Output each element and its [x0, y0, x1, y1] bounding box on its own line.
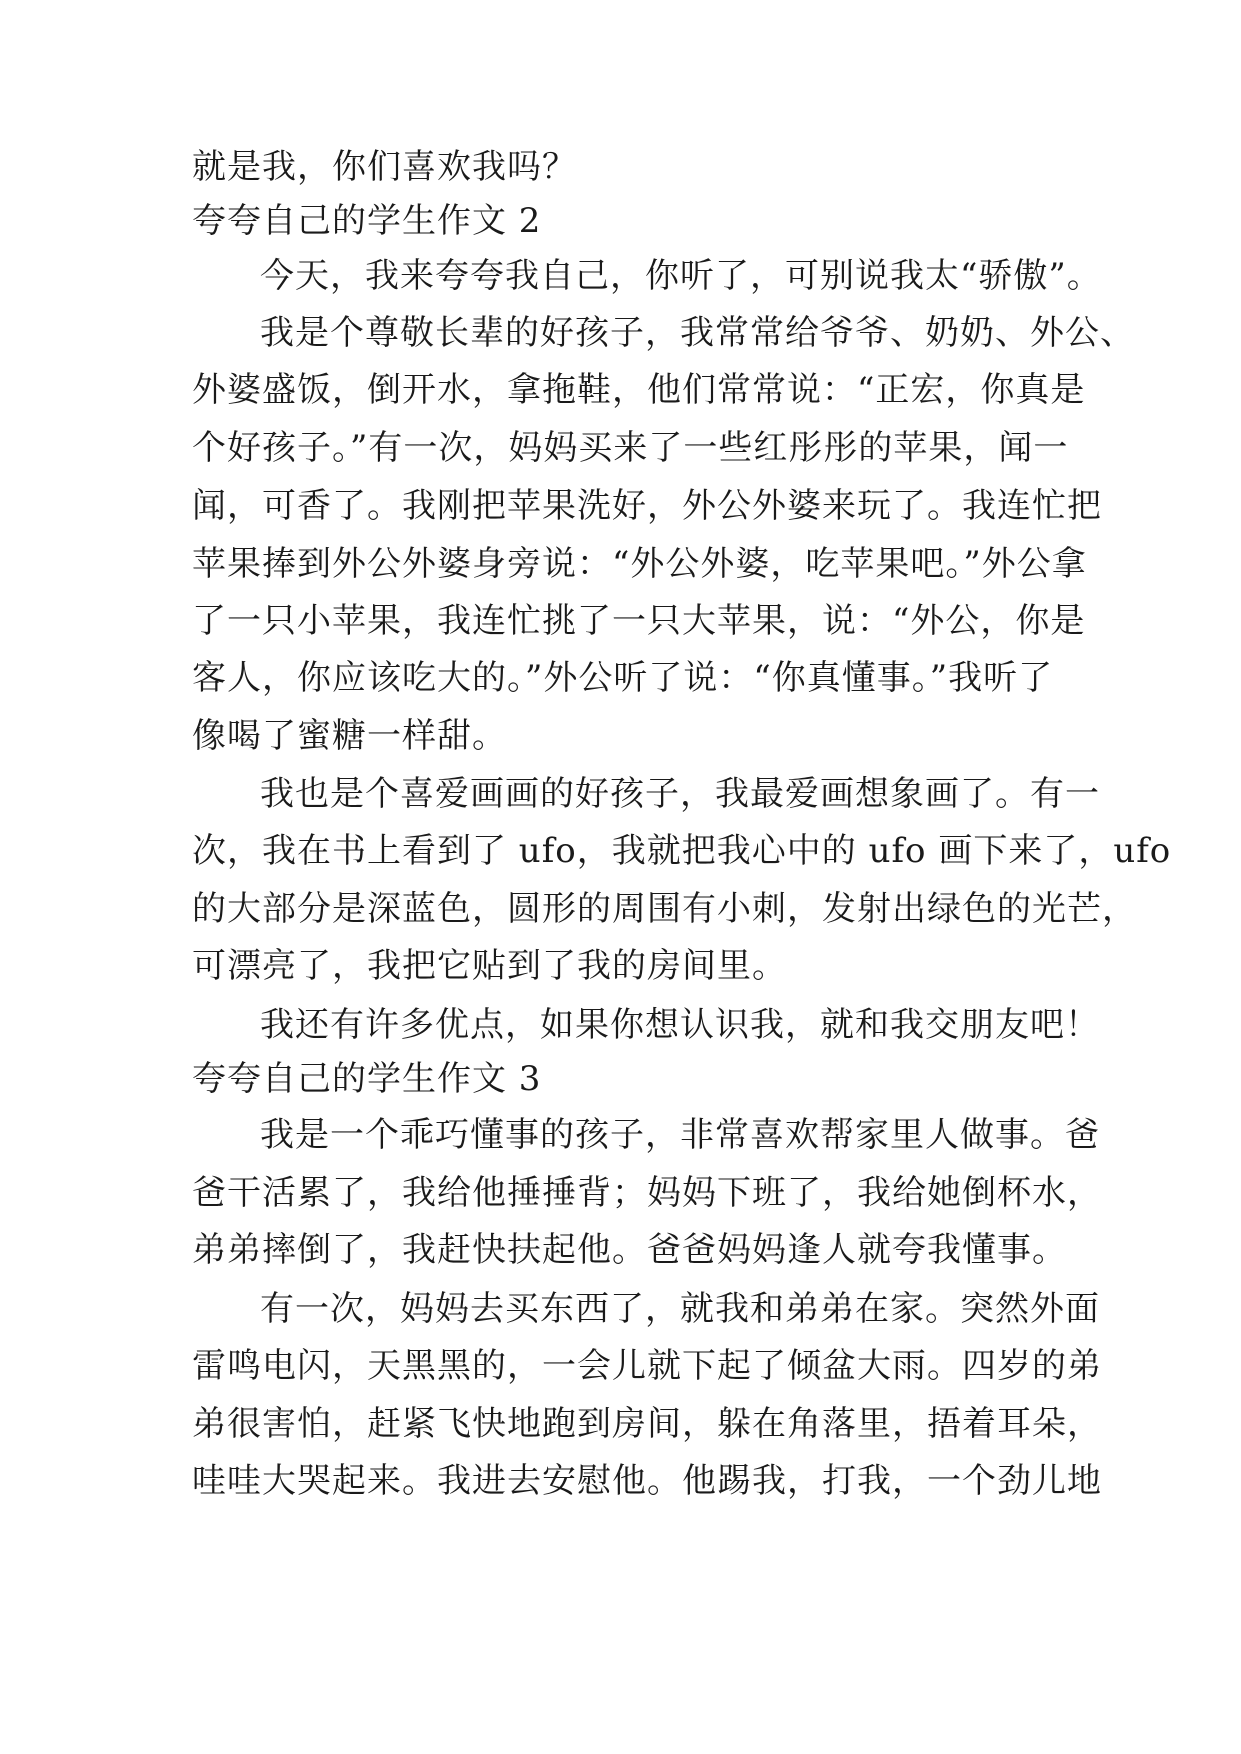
text-line: 的大部分是深蓝色，圆形的周围有小刺，发射出绿色的光芒， — [192, 889, 1137, 929]
text-line: 我还有许多优点，如果你想认识我，就和我交朋友吧！ — [260, 1005, 1100, 1045]
text-line: 雷鸣电闪，天黑黑的，一会儿就下起了倾盆大雨。四岁的弟 — [192, 1346, 1102, 1386]
text-line: 就是我，你们喜欢我吗？ — [192, 147, 577, 187]
text-line: 爸干活累了，我给他捶捶背；妈妈下班了，我给她倒杯水， — [192, 1173, 1102, 1213]
text-line: 次，我在书上看到了 ufo，我就把我心中的 ufo 画下来了，ufo — [192, 831, 1172, 871]
text-line: 有一次，妈妈去买东西了，就我和弟弟在家。突然外面 — [260, 1289, 1100, 1329]
text-line: 哇哇大哭起来。我进去安慰他。他踢我，打我，一个劲儿地 — [192, 1461, 1102, 1501]
essay-heading: 夸夸自己的学生作文 2 — [192, 201, 542, 241]
text-line: 苹果捧到外公外婆身旁说：“外公外婆，吃苹果吧。”外公拿 — [192, 544, 1087, 584]
text-line: 今天，我来夸夸我自己，你听了，可别说我太“骄傲”。 — [260, 256, 1102, 296]
text-line: 弟弟摔倒了，我赶快扶起他。爸爸妈妈逢人就夸我懂事。 — [192, 1230, 1067, 1270]
text-line: 闻，可香了。我刚把苹果洗好，外公外婆来玩了。我连忙把 — [192, 486, 1102, 526]
text-line: 客人，你应该吃大的。”外公听了说：“你真懂事。”我听了 — [192, 658, 1054, 698]
text-line: 像喝了蜜糖一样甜。 — [192, 716, 507, 756]
text-line: 我是个尊敬长辈的好孩子，我常常给爷爷、奶奶、外公、 — [260, 313, 1135, 353]
essay-heading: 夸夸自己的学生作文 3 — [192, 1059, 542, 1099]
text-line: 我也是个喜爱画画的好孩子，我最爱画想象画了。有一 — [260, 774, 1100, 814]
text-line: 个好孩子。”有一次，妈妈买来了一些红彤彤的苹果，闻一 — [192, 428, 1069, 468]
text-line: 可漂亮了，我把它贴到了我的房间里。 — [192, 946, 787, 986]
text-line: 弟很害怕，赶紧飞快地跑到房间，躲在角落里，捂着耳朵， — [192, 1404, 1102, 1444]
text-line: 了一只小苹果，我连忙挑了一只大苹果，说：“外公，你是 — [192, 601, 1086, 641]
text-line: 我是一个乖巧懂事的孩子，非常喜欢帮家里人做事。爸 — [260, 1115, 1100, 1155]
text-line: 外婆盛饭，倒开水，拿拖鞋，他们常常说：“正宏，你真是 — [192, 370, 1086, 410]
